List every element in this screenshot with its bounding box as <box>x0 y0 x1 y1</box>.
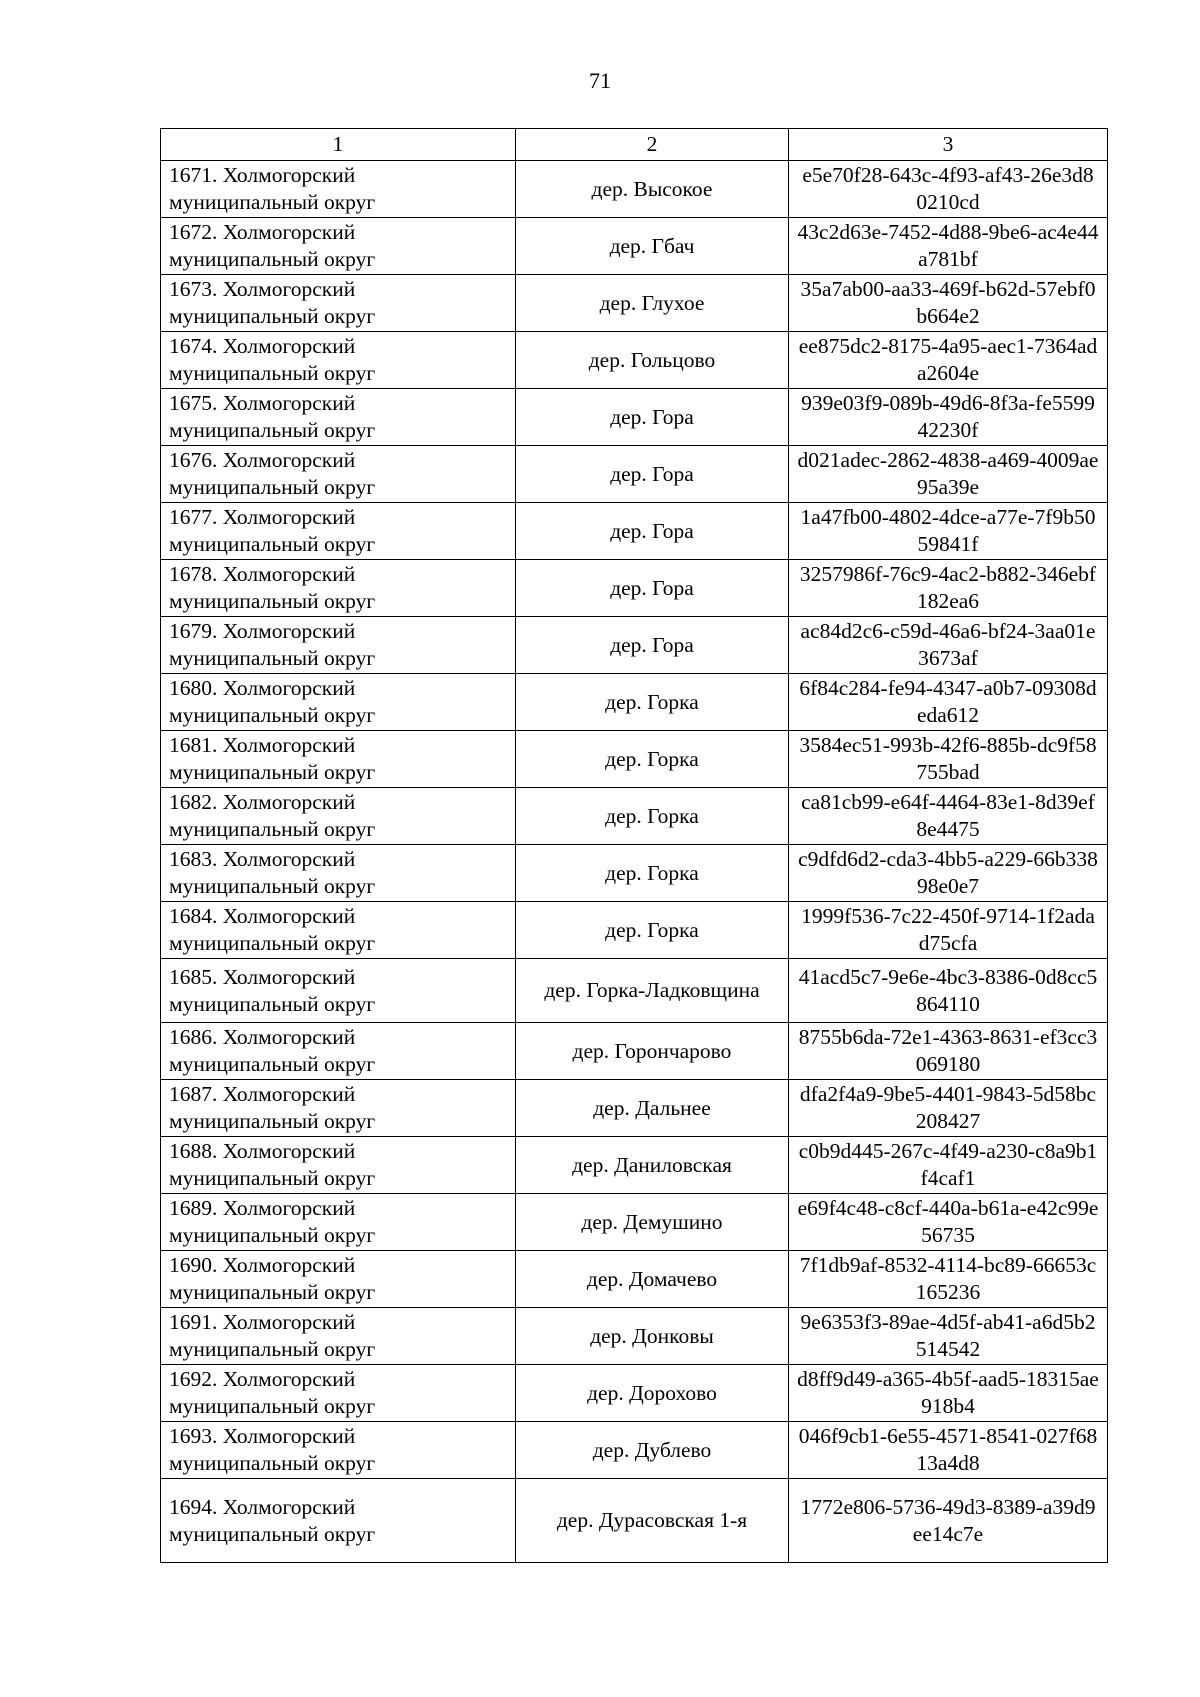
district-cell: 1688. Холмогорский муниципальный округ <box>161 1137 516 1194</box>
district-cell: 1671. Холмогорский муниципальный округ <box>161 161 516 218</box>
settlement-cell: дер. Демушино <box>516 1194 789 1251</box>
table-row <box>161 674 1108 731</box>
uid-cell: 6f84c284-fe94-4347-a0b7-09308deda612 <box>789 674 1108 731</box>
district-cell: 1683. Холмогорский муниципальный округ <box>161 845 516 902</box>
table-row <box>161 1137 1108 1194</box>
uid-cell: 41acd5c7-9e6e-4bc3-8386-0d8cc5864110 <box>789 959 1108 1023</box>
table-row <box>161 161 1108 218</box>
settlement-cell: дер. Домачево <box>516 1251 789 1308</box>
uid-cell: 3584ec51-993b-42f6-885b-dc9f58755bad <box>789 731 1108 788</box>
table-row <box>161 788 1108 845</box>
district-cell: 1673. Холмогорский муниципальный округ <box>161 275 516 332</box>
district-cell: 1681. Холмогорский муниципальный округ <box>161 731 516 788</box>
uid-cell: 3257986f-76c9-4ac2-b882-346ebf182ea6 <box>789 560 1108 617</box>
uid-cell: 35a7ab00-aa33-469f-b62d-57ebf0b664e2 <box>789 275 1108 332</box>
settlement-cell: дер. Гольцово <box>516 332 789 389</box>
table-row <box>161 959 1108 1023</box>
district-cell: 1684. Холмогорский муниципальный округ <box>161 902 516 959</box>
table-row <box>161 1365 1108 1422</box>
table-row <box>161 389 1108 446</box>
table-row <box>161 503 1108 560</box>
uid-cell: 1999f536-7c22-450f-9714-1f2adad75cfa <box>789 902 1108 959</box>
settlement-cell: дер. Дурасовская 1-я <box>516 1479 789 1563</box>
column-header-2: 2 <box>516 129 789 161</box>
district-cell: 1680. Холмогорский муниципальный округ <box>161 674 516 731</box>
district-cell: 1691. Холмогорский муниципальный округ <box>161 1308 516 1365</box>
settlement-cell: дер. Гбач <box>516 218 789 275</box>
settlement-cell: дер. Гора <box>516 560 789 617</box>
uid-cell: 7f1db9af-8532-4114-bc89-66653c165236 <box>789 1251 1108 1308</box>
settlement-cell: дер. Высокое <box>516 161 789 218</box>
table-row <box>161 560 1108 617</box>
settlement-cell: дер. Дублево <box>516 1422 789 1479</box>
settlement-cell: дер. Гора <box>516 503 789 560</box>
uid-cell: ca81cb99-e64f-4464-83e1-8d39ef8e4475 <box>789 788 1108 845</box>
district-cell: 1678. Холмогорский муниципальный округ <box>161 560 516 617</box>
district-cell: 1674. Холмогорский муниципальный округ <box>161 332 516 389</box>
district-cell: 1676. Холмогорский муниципальный округ <box>161 446 516 503</box>
uid-cell: ac84d2c6-c59d-46a6-bf24-3aa01e3673af <box>789 617 1108 674</box>
district-cell: 1687. Холмогорский муниципальный округ <box>161 1080 516 1137</box>
settlement-cell: дер. Гора <box>516 617 789 674</box>
table-row <box>161 1080 1108 1137</box>
uid-cell: 046f9cb1-6e55-4571-8541-027f6813a4d8 <box>789 1422 1108 1479</box>
uid-cell: d8ff9d49-a365-4b5f-aad5-18315ae918b4 <box>789 1365 1108 1422</box>
district-cell: 1693. Холмогорский муниципальный округ <box>161 1422 516 1479</box>
district-cell: 1692. Холмогорский муниципальный округ <box>161 1365 516 1422</box>
settlement-cell: дер. Дальнее <box>516 1080 789 1137</box>
settlement-cell: дер. Гора <box>516 389 789 446</box>
settlement-cell: дер. Дорохово <box>516 1365 789 1422</box>
table-row <box>161 845 1108 902</box>
settlement-cell: дер. Горка <box>516 731 789 788</box>
uid-cell: c0b9d445-267c-4f49-a230-c8a9b1f4caf1 <box>789 1137 1108 1194</box>
uid-cell: 939e03f9-089b-49d6-8f3a-fe559942230f <box>789 389 1108 446</box>
table-row <box>161 218 1108 275</box>
district-cell: 1685. Холмогорский муниципальный округ <box>161 959 516 1023</box>
table-row <box>161 446 1108 503</box>
uid-cell: ee875dc2-8175-4a95-aec1-7364ada2604e <box>789 332 1108 389</box>
uid-cell: e69f4c48-c8cf-440a-b61a-e42c99e56735 <box>789 1194 1108 1251</box>
uid-cell: dfa2f4a9-9be5-4401-9843-5d58bc208427 <box>789 1080 1108 1137</box>
settlement-cell: дер. Глухое <box>516 275 789 332</box>
uid-cell: 8755b6da-72e1-4363-8631-ef3cc3069180 <box>789 1023 1108 1080</box>
settlement-registry-table <box>160 128 1108 1563</box>
settlement-cell: дер. Донковы <box>516 1308 789 1365</box>
uid-cell: c9dfd6d2-cda3-4bb5-a229-66b33898e0e7 <box>789 845 1108 902</box>
table-row <box>161 1251 1108 1308</box>
district-cell: 1689. Холмогорский муниципальный округ <box>161 1194 516 1251</box>
settlement-cell: дер. Горончарово <box>516 1023 789 1080</box>
table-row <box>161 1023 1108 1080</box>
settlement-cell: дер. Горка <box>516 902 789 959</box>
district-cell: 1679. Холмогорский муниципальный округ <box>161 617 516 674</box>
settlement-cell: дер. Горка-Ладковщина <box>516 959 789 1023</box>
settlement-cell: дер. Даниловская <box>516 1137 789 1194</box>
district-cell: 1690. Холмогорский муниципальный округ <box>161 1251 516 1308</box>
table-row <box>161 332 1108 389</box>
district-cell: 1672. Холмогорский муниципальный округ <box>161 218 516 275</box>
settlement-cell: дер. Горка <box>516 674 789 731</box>
column-header-1: 1 <box>161 129 516 161</box>
column-header-3: 3 <box>789 129 1108 161</box>
table-row <box>161 1308 1108 1365</box>
uid-cell: e5e70f28-643c-4f93-af43-26e3d80210cd <box>789 161 1108 218</box>
uid-cell: d021adec-2862-4838-a469-4009ae95a39e <box>789 446 1108 503</box>
table-row <box>161 275 1108 332</box>
uid-cell: 1a47fb00-4802-4dce-a77e-7f9b5059841f <box>789 503 1108 560</box>
table-header-row <box>161 129 1108 161</box>
uid-cell: 43c2d63e-7452-4d88-9be6-ac4e44a781bf <box>789 218 1108 275</box>
table-row <box>161 902 1108 959</box>
district-cell: 1675. Холмогорский муниципальный округ <box>161 389 516 446</box>
table-row <box>161 1422 1108 1479</box>
table-row <box>161 731 1108 788</box>
settlement-cell: дер. Горка <box>516 845 789 902</box>
district-cell: 1682. Холмогорский муниципальный округ <box>161 788 516 845</box>
uid-cell: 1772e806-5736-49d3-8389-a39d9ee14c7e <box>789 1479 1108 1563</box>
settlement-cell: дер. Гора <box>516 446 789 503</box>
settlement-cell: дер. Горка <box>516 788 789 845</box>
district-cell: 1694. Холмогорский муниципальный округ <box>161 1479 516 1563</box>
table-row <box>161 1479 1108 1563</box>
page-number: 71 <box>589 68 611 93</box>
district-cell: 1686. Холмогорский муниципальный округ <box>161 1023 516 1080</box>
district-cell: 1677. Холмогорский муниципальный округ <box>161 503 516 560</box>
uid-cell: 9e6353f3-89ae-4d5f-ab41-a6d5b2514542 <box>789 1308 1108 1365</box>
table-row <box>161 1194 1108 1251</box>
table-row <box>161 617 1108 674</box>
